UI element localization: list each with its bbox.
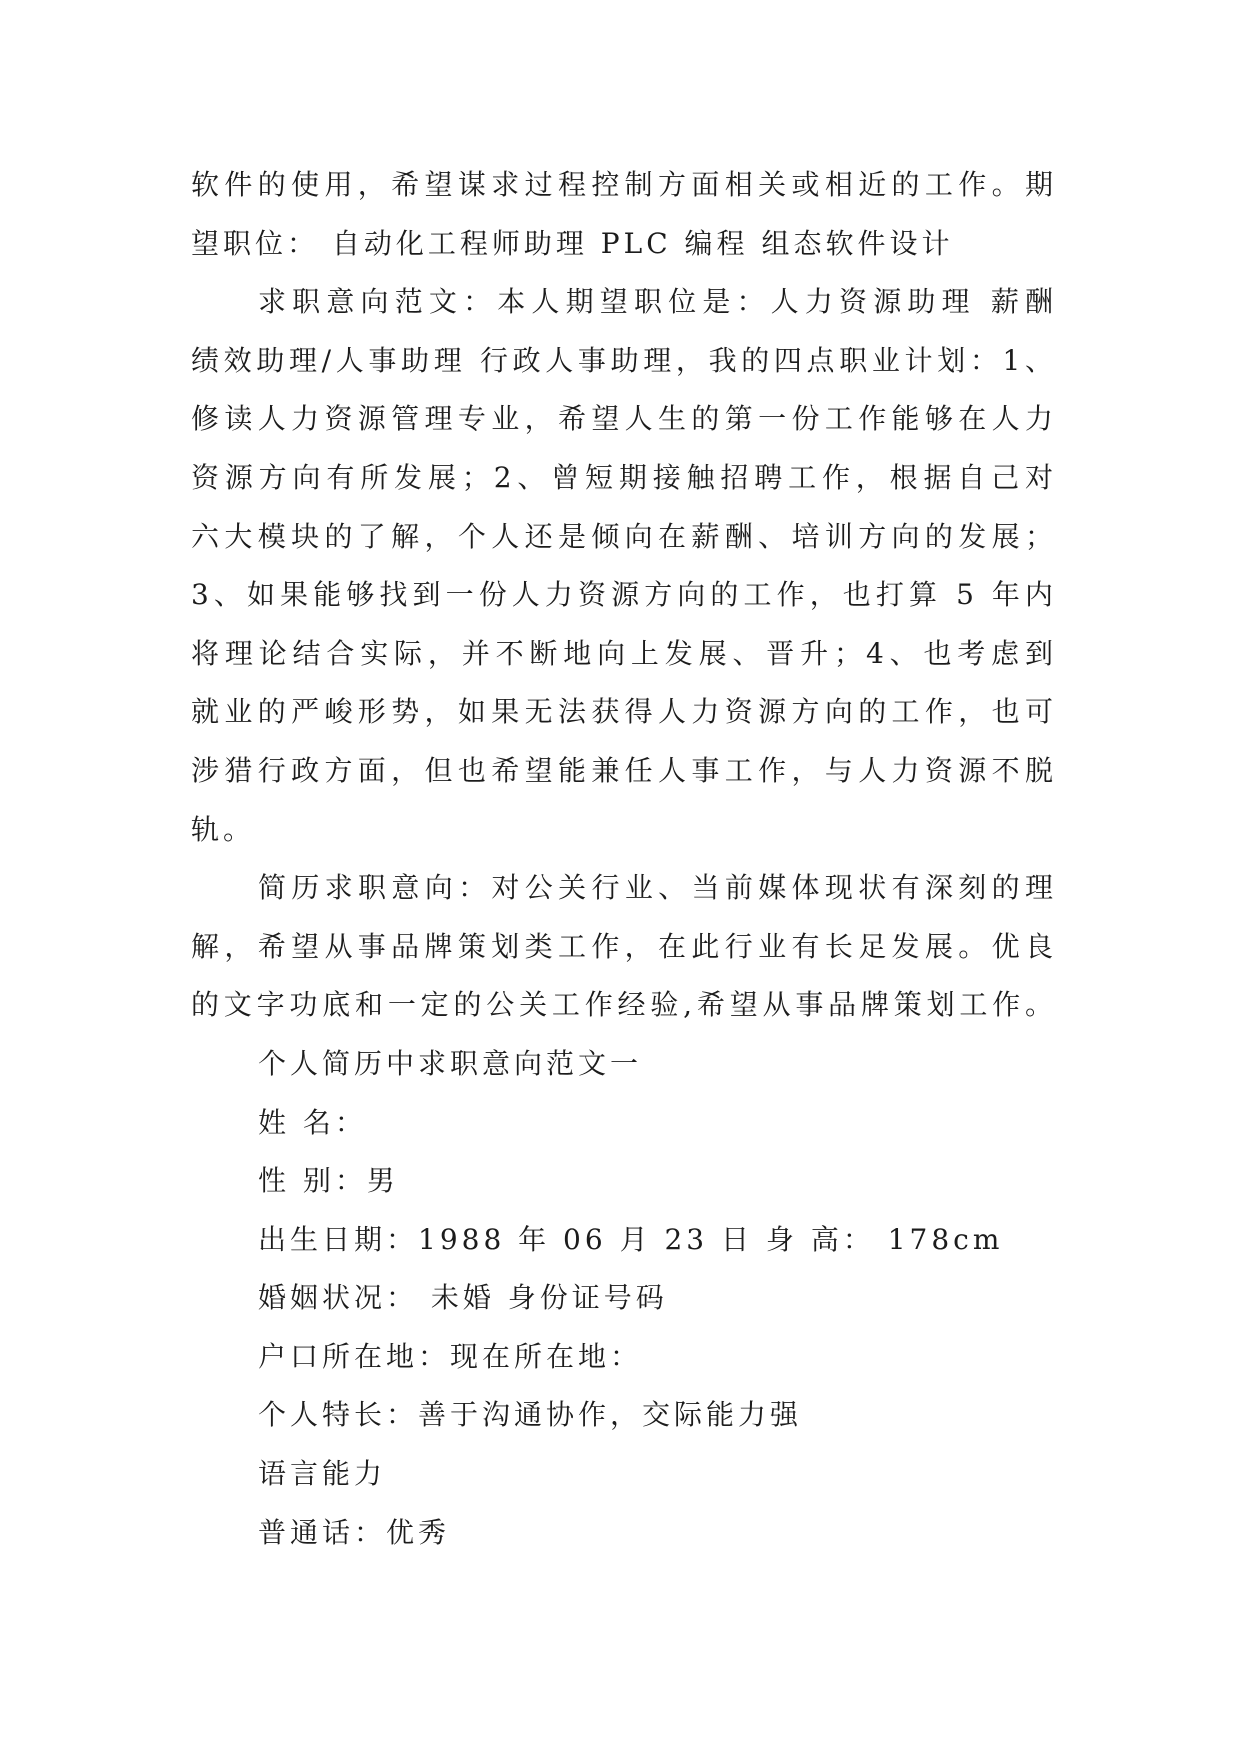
paragraph-line: 解，希望从事品牌策划类工作，在此行业有长足发展。优良 [191, 929, 1057, 963]
resume-field-line: 个人特长：善于沟通协作，交际能力强 [258, 1398, 803, 1432]
paragraph-line: 轨。 [191, 812, 256, 846]
paragraph-line: 就业的严峻形势，如果无法获得人力资源方向的工作，也可 [191, 695, 1057, 729]
paragraph-line: 简历求职意向：对公关行业、当前媒体现状有深刻的理 [258, 871, 1057, 905]
paragraph-line: 3、如果能够找到一份人力资源方向的工作，也打算 5 年内 [191, 578, 1057, 612]
paragraph-line: 修读人力资源管理专业，希望人生的第一份工作能够在人力 [191, 402, 1057, 436]
resume-field-line: 语言能力 [258, 1457, 387, 1491]
resume-field-line: 户口所在地：现在所在地： [258, 1339, 643, 1373]
resume-field-line: 姓 名： [258, 1105, 367, 1139]
section-heading: 个人简历中求职意向范文一 [258, 1046, 643, 1080]
resume-field-line: 出生日期：1988 年 06 月 23 日 身 高： 178cm [258, 1222, 1004, 1256]
paragraph-line: 的文字功底和一定的公关工作经验,希望从事品牌策划工作。 [191, 988, 1057, 1022]
paragraph-line: 绩效助理/人事助理 行政人事助理，我的四点职业计划：1、 [191, 343, 1057, 377]
paragraph-line: 将理论结合实际，并不断地向上发展、晋升；4、也考虑到 [191, 636, 1057, 670]
document-body [191, 156, 1057, 1562]
paragraph-line: 望职位： 自动化工程师助理 PLC 编程 组态软件设计 [191, 226, 954, 260]
paragraph-line: 六大模块的了解，个人还是倾向在薪酬、培训方向的发展； [191, 519, 1057, 553]
paragraph-line: 求职意向范文：本人期望职位是：人力资源助理 薪酬 [258, 285, 1057, 319]
resume-field-line: 婚姻状况： 未婚 身份证号码 [258, 1281, 668, 1315]
paragraph-line: 软件的使用，希望谋求过程控制方面相关或相近的工作。期 [191, 168, 1057, 201]
resume-field-line: 性 别：男 [258, 1164, 399, 1198]
paragraph-line: 涉猎行政方面，但也希望能兼任人事工作，与人力资源不脱 [191, 753, 1057, 787]
resume-field-line: 普通话：优秀 [258, 1515, 451, 1549]
paragraph-line: 资源方向有所发展；2、曾短期接触招聘工作，根据自己对 [191, 460, 1057, 494]
